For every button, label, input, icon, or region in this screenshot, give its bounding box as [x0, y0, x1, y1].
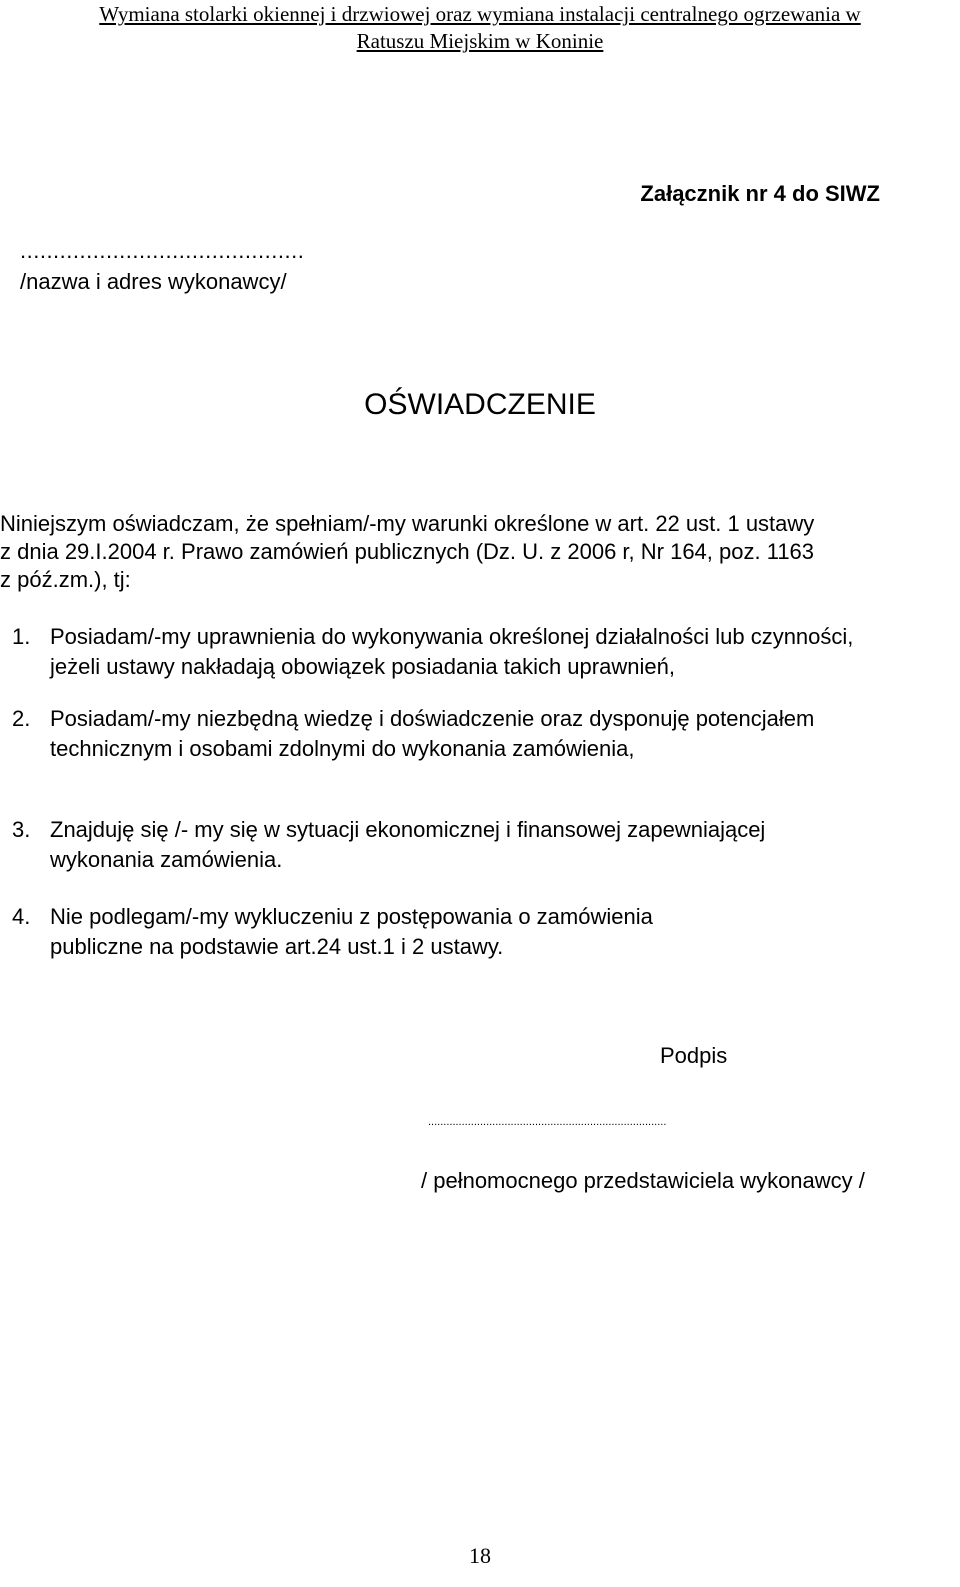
list-item-text-line1: Posiadam/-my niezbędną wiedzę i doświadczenie oraz dysponuję potencjałem: [50, 706, 815, 731]
list-item: [12, 815, 952, 875]
signature-label: Podpis: [660, 1043, 728, 1068]
document-header-line2: Ratuszu Miejskim w Koninie: [356, 29, 604, 53]
list-item-number: 3.: [12, 817, 31, 842]
list-item: [12, 902, 952, 962]
list-item-number: 1.: [12, 624, 31, 649]
list-item: [12, 704, 952, 764]
attachment-label: Załącznik nr 4 do SIWZ: [640, 181, 880, 206]
intro-line1: Niniejszym oświadczam, że spełniam/-my warunki określone w art. 22 ust. 1 ustawy: [0, 511, 815, 536]
list-item-text-line2: technicznym i osobami zdolnymi do wykonania zamówienia,: [50, 736, 635, 761]
list-item-text-line2: publiczne na podstawie art.24 ust.1 i 2 ustawy.: [50, 934, 504, 959]
page-number: 18: [469, 1543, 491, 1568]
list-item-text-line2: wykonania zamówienia.: [50, 847, 283, 872]
signature-caption: / pełnomocnego przedstawiciela wykonawcy /: [421, 1168, 865, 1193]
intro-line2: z dnia 29.I.2004 r. Prawo zamówień publicznych (Dz. U. z 2006 r, Nr 164, poz. 1163: [0, 539, 815, 564]
signature-dots: ..............................................................................: [428, 1116, 667, 1128]
list-item-text-line1: Znajduję się /- my się w sytuacji ekonomicznej i finansowej zapewniającej: [50, 817, 766, 842]
list-item-text-line2: jeżeli ustawy nakładają obowiązek posiadania takich uprawnień,: [50, 654, 675, 679]
list-item-text-line1: Nie podlegam/-my wykluczeniu z postępowania o zamówienia: [50, 904, 653, 929]
list-item-text-line1: Posiadam/-my uprawnienia do wykonywania określonej działalności lub czynności,: [50, 624, 854, 649]
intro-line3: z póź.zm.), tj:: [0, 567, 131, 592]
list-item-number: 2.: [12, 706, 31, 731]
document-header-line1: Wymiana stolarki okiennej i drzwiowej oraz wymiana instalacji centralnego ogrzewania w: [99, 2, 861, 26]
list-item-number: 4.: [12, 904, 31, 929]
list-item: [12, 622, 952, 682]
document-title: OŚWIADCZENIE: [364, 388, 596, 421]
contractor-label: /nazwa i adres wykonawcy/: [20, 269, 287, 294]
contractor-dots: ...........................................: [20, 238, 305, 263]
